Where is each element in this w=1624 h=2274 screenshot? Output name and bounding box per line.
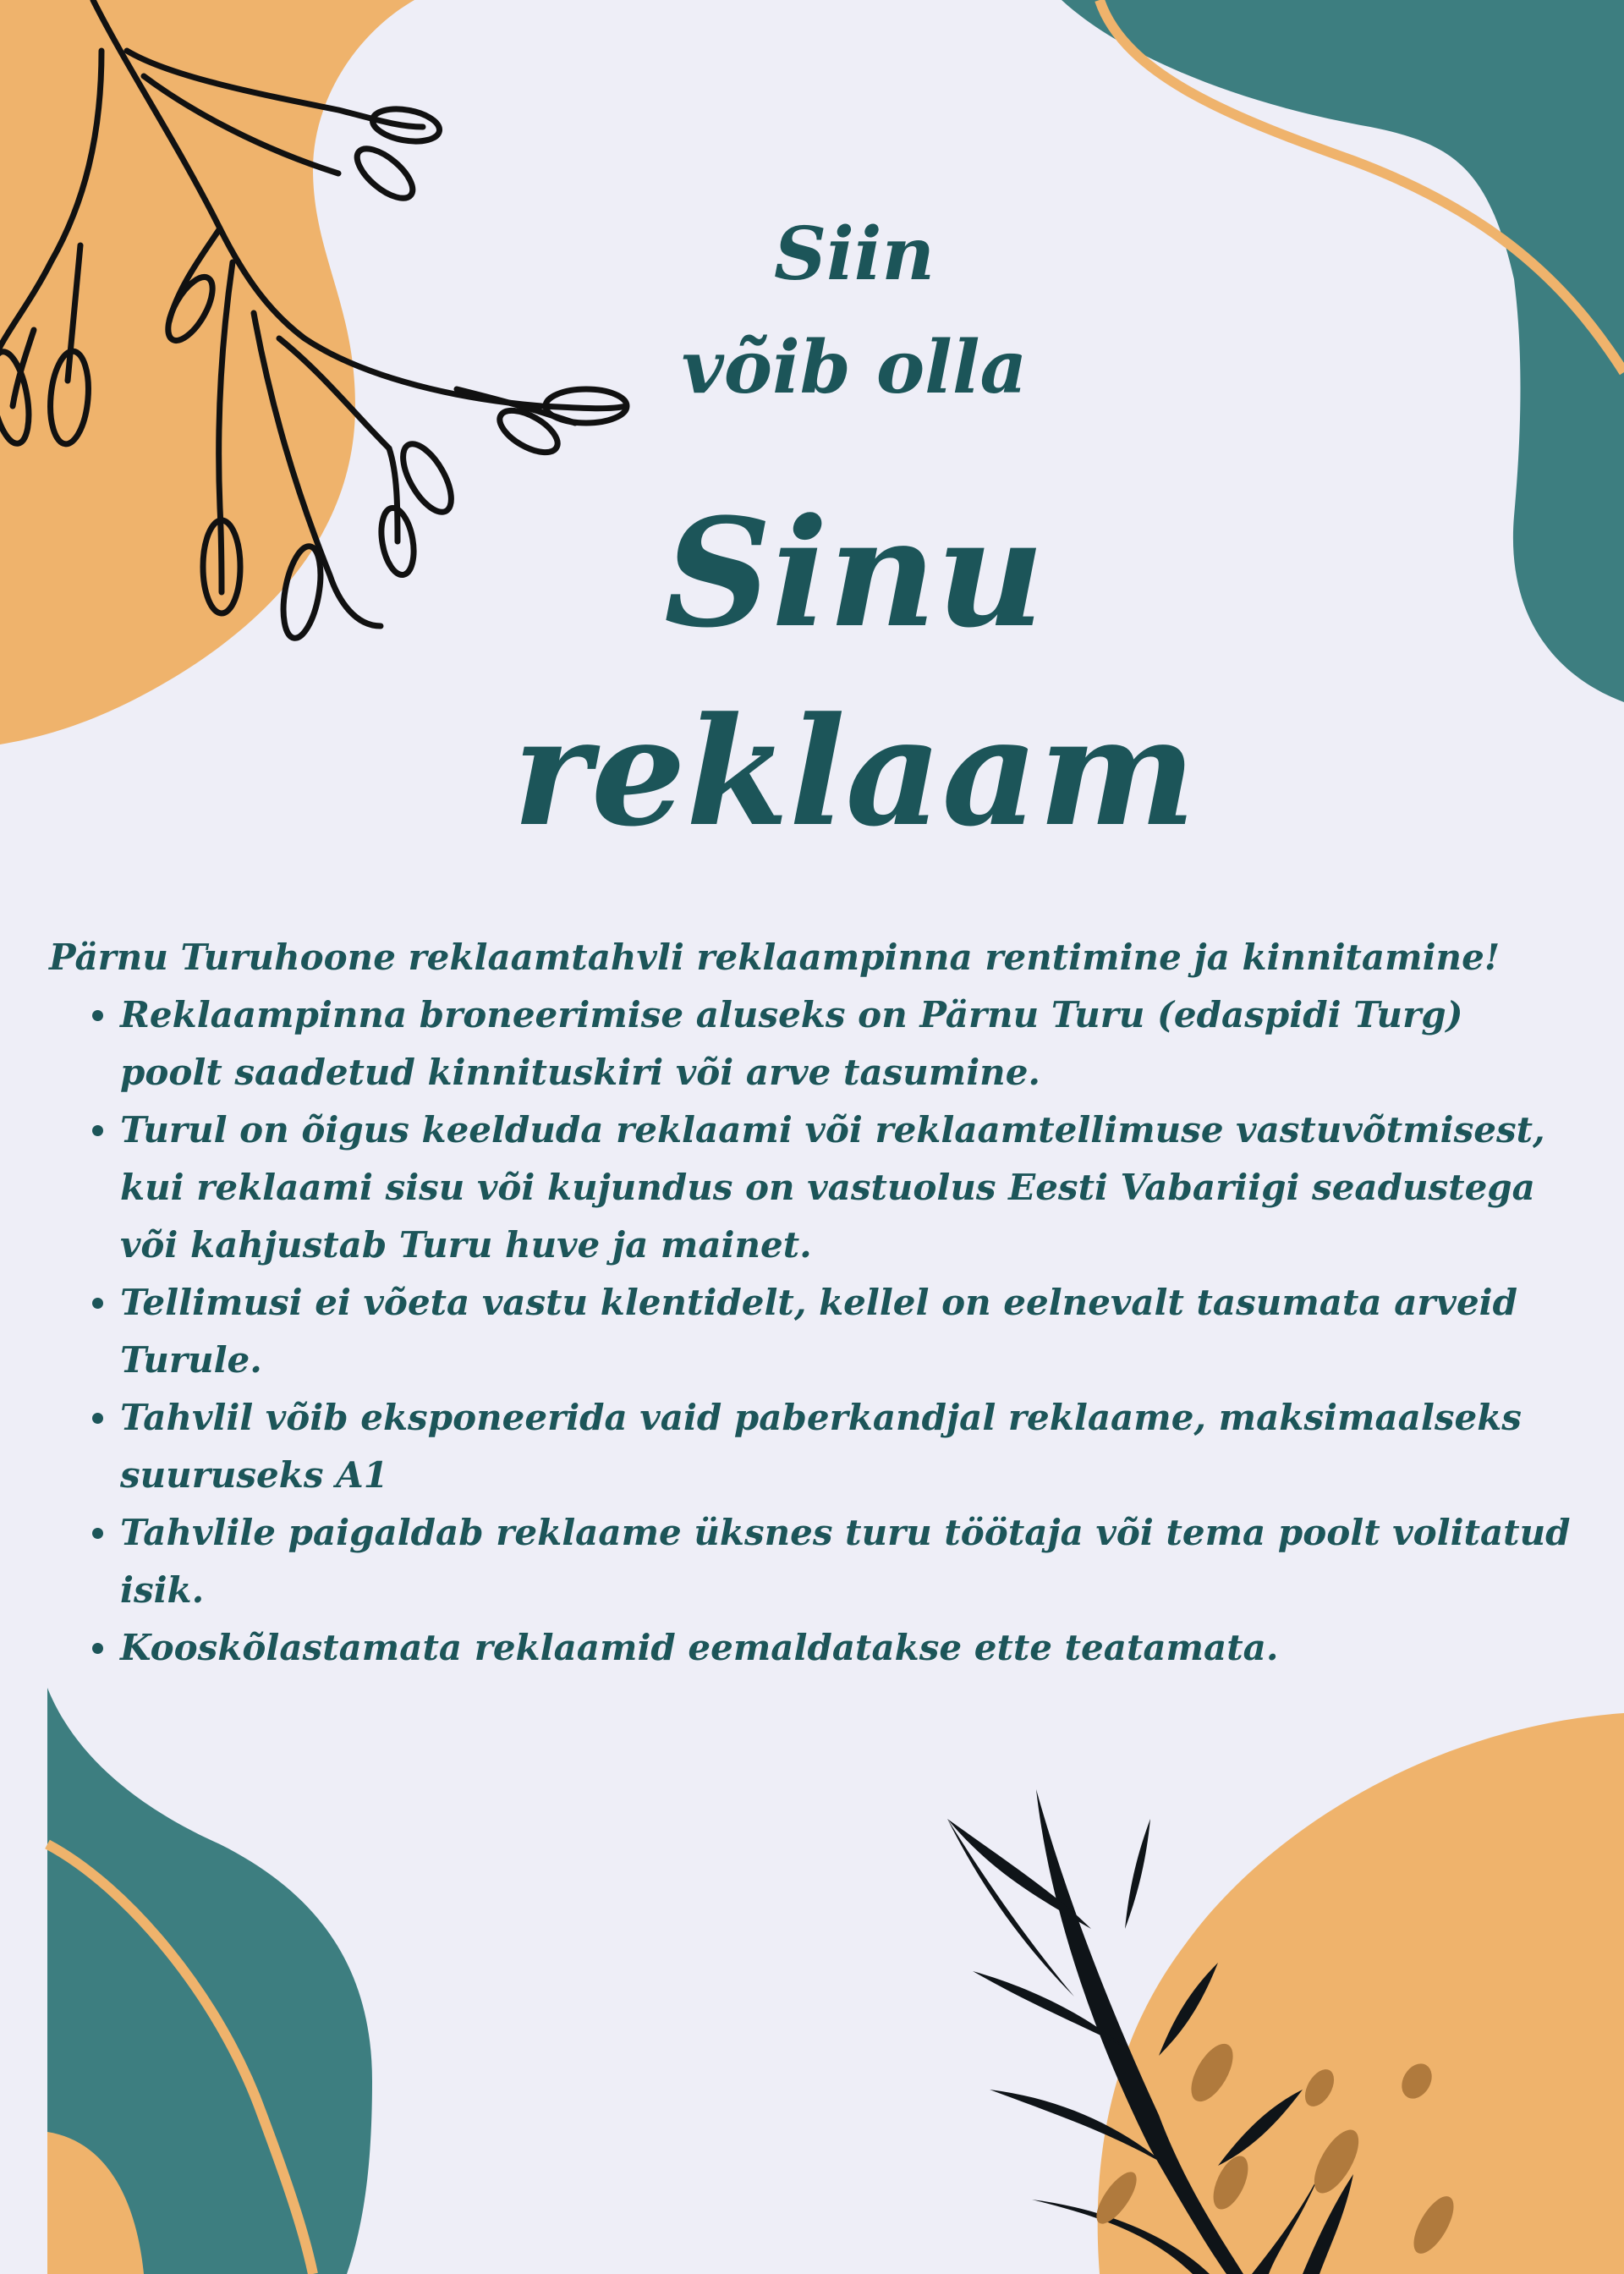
poster-body	[49, 929, 1572, 1677]
subtitle-line-2: võib olla	[681, 325, 1028, 410]
rule-item: • Tahvlile paigaldab reklaame üksnes turu töötaja või tema poolt volitatud isik.	[120, 1504, 1572, 1619]
title-line-1: Sinu	[664, 486, 1045, 661]
rule-item: • Tahvlil võib eksponeerida vaid paberkandjal reklaame, maksimaalseks suuruseks A1	[120, 1389, 1572, 1504]
rule-item: • Turul on õigus keelduda reklaami või reklaamtellimuse vastuvõtmisest, kui reklaami sisu või kujundus on vastuolus Eesti Vabariigi seadustega või kahjustab Turu huve ja mainet.	[120, 1101, 1572, 1274]
rules-list	[49, 986, 1572, 1677]
rule-item: • Kooskõlastamata reklaamid eemaldatakse ette teatamata.	[120, 1619, 1572, 1677]
rule-item: • Tellimusi ei võeta vastu klentidelt, kellel on eelnevalt tasumata arveid Turule.	[120, 1274, 1572, 1389]
subtitle-line-1: Siin	[774, 211, 935, 297]
title-line-2: reklaam	[513, 684, 1196, 860]
rule-item: • Reklaampinna broneerimise aluseks on Pärnu Turu (edaspidi Turg) poolt saadetud kinnituskiri või arve tasumine.	[120, 986, 1572, 1101]
intro-text: Pärnu Turuhoone reklaamtahvli reklaampinna rentimine ja kinnitamine!	[49, 937, 1501, 978]
